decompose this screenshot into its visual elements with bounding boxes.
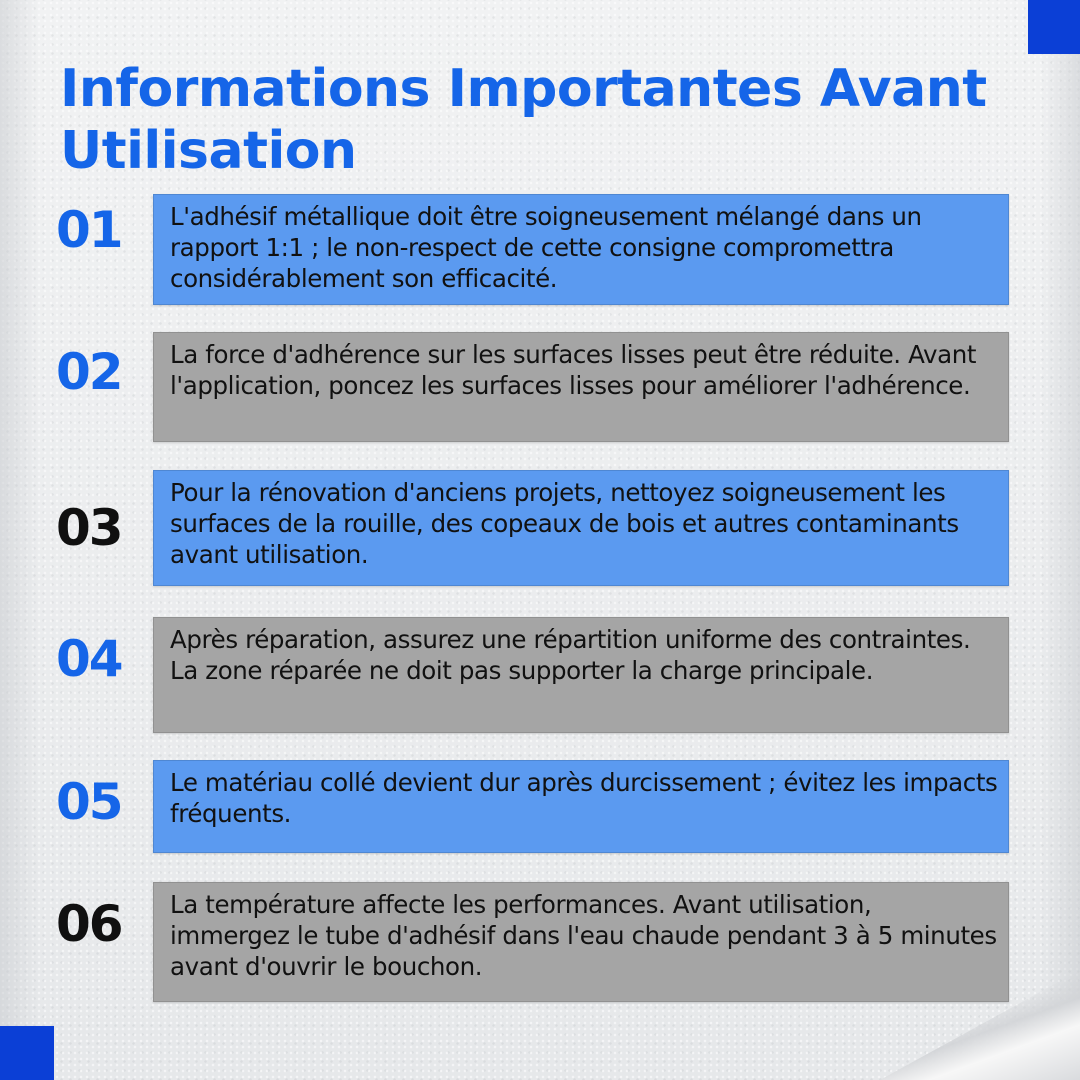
item-number: 03 (56, 499, 122, 557)
item-number: 01 (56, 201, 122, 259)
item-number: 02 (56, 343, 122, 401)
paper-edge-right (1040, 0, 1080, 1080)
item-text-box: Après réparation, assurez une répartition uniforme des contraintes. La zone réparée ne doit pas supporter la charge principale. (153, 617, 1009, 733)
item-text-box: L'adhésif métallique doit être soigneusement mélangé dans un rapport 1:1 ; le non-respect de cette consigne compromettra considérablement son efficacité. (153, 194, 1009, 305)
item-number: 05 (56, 773, 122, 831)
item-text-box: Le matériau collé devient dur après durcissement ; évitez les impacts fréquents. (153, 760, 1009, 853)
corner-accent-square (1028, 0, 1080, 54)
page-title: Informations Importantes Avant Utilisation (60, 59, 987, 181)
item-text-box: La température affecte les performances. Avant utilisation, immergez le tube d'adhésif dans l'eau chaude pendant 3 à 5 minutes avant d'ouvrir le bouchon. (153, 882, 1009, 1002)
item-number: 04 (56, 630, 122, 688)
paper-edge-left (0, 0, 40, 1080)
item-text-box: Pour la rénovation d'anciens projets, nettoyez soigneusement les surfaces de la rouille, des copeaux de bois et autres contaminants avant utilisation. (153, 470, 1009, 586)
item-text-box: La force d'adhérence sur les surfaces lisses peut être réduite. Avant l'application, poncez les surfaces lisses pour améliorer l'adhérence. (153, 332, 1009, 442)
item-number: 06 (56, 895, 122, 953)
corner-accent-square (0, 1026, 54, 1080)
